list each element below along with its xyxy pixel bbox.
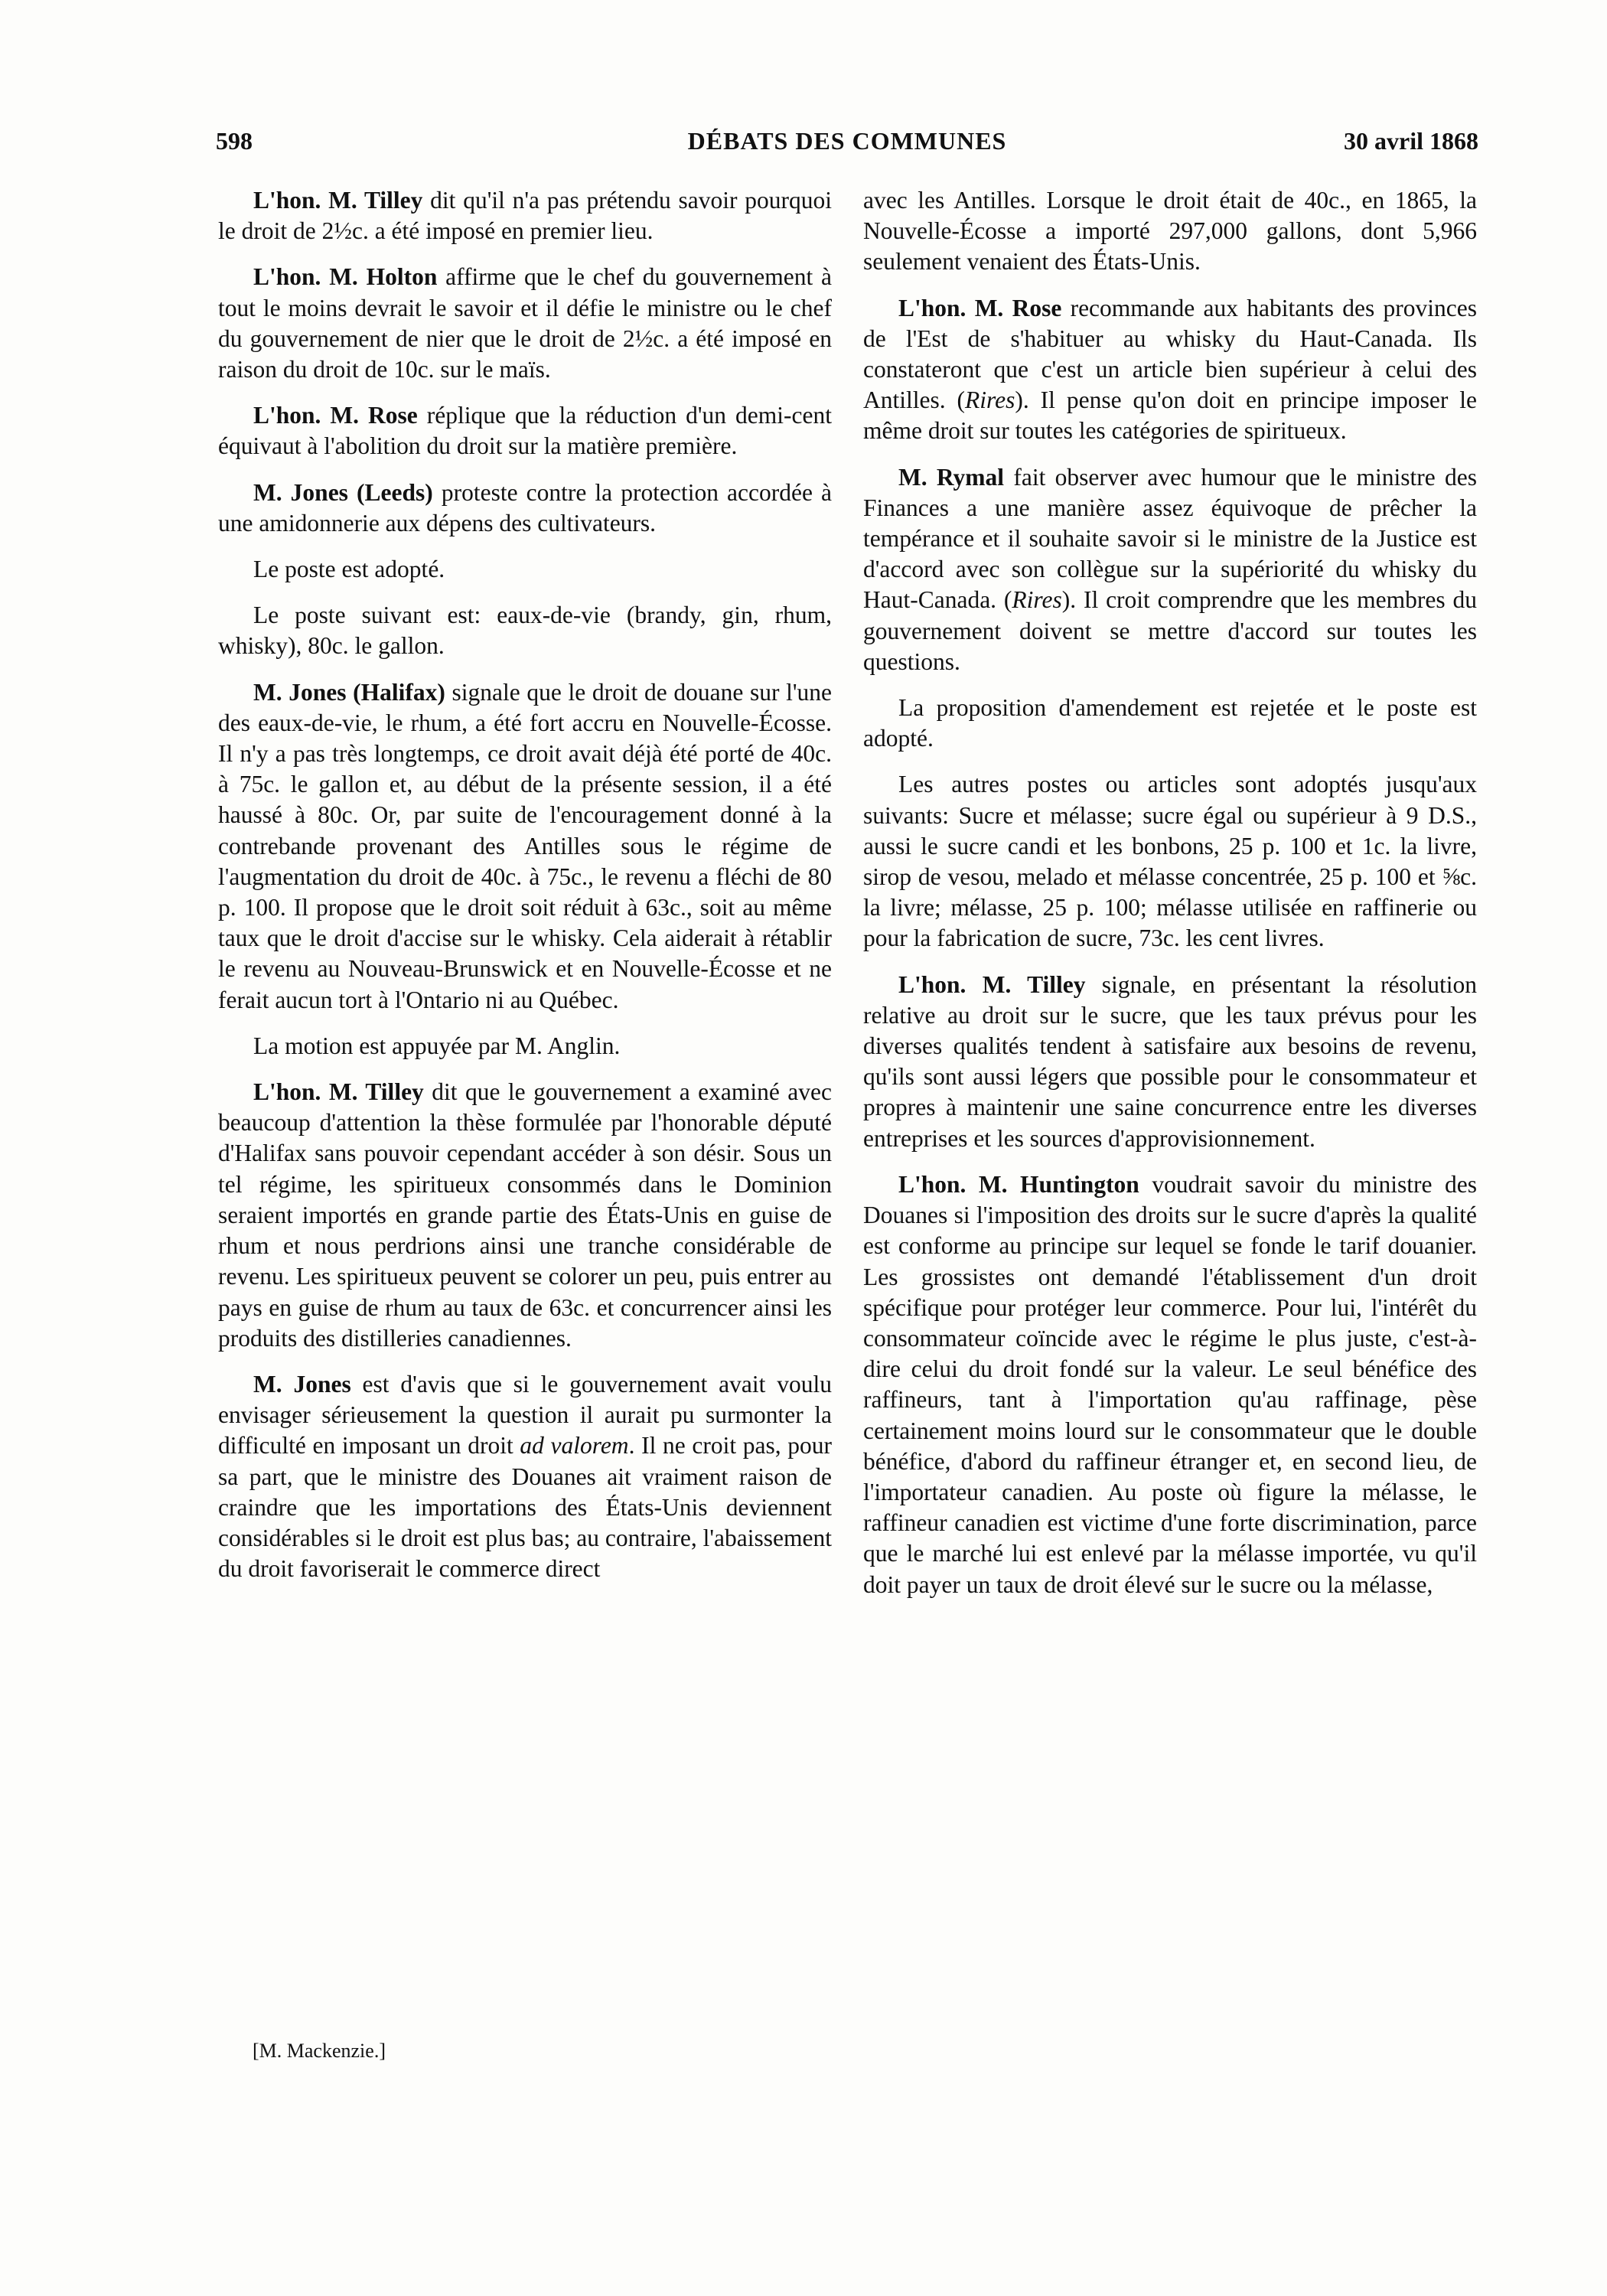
- paragraph: [863, 693, 1477, 754]
- paragraph-text: recommande aux habitants des provinces de l'Est de s'habituer au whisky du Haut-Canada. Ils constateront que c'est un article bien supérieur à celui des Antilles. (: [863, 294, 1477, 414]
- right-column: [863, 185, 1477, 1616]
- paragraph-text: dit qu'il n'a pas prétendu savoir pourquoi le droit de 2½c. a été imposé en premier lieu.: [218, 187, 833, 245]
- left-column: [218, 185, 832, 1600]
- italic-term: Rires: [1012, 586, 1062, 614]
- header-title: DÉBATS DES COMMUNES: [687, 127, 1007, 155]
- italic-term: ad valorem: [520, 1432, 629, 1459]
- paragraph-text: La proposition d'amendement est rejetée et le poste est adopté.: [863, 694, 1477, 752]
- paragraph-text: . Il ne croit pas, pour sa part, que le ministre des Douanes ait vraiment raison de craindre que les importations des États-Unis deviennent considérables si le droit est plus bas; au contraire, l'abaissement du droit favoriserait le commerce direct: [218, 1432, 832, 1583]
- speaker-name: L'hon. M. Huntington: [898, 1170, 1139, 1198]
- header-date: 30 avril 1868: [1344, 127, 1478, 155]
- paragraph: [218, 185, 832, 246]
- paragraph-text: dit que le gouvernement a examiné avec beaucoup d'attention la thèse formulée par l'honorable député d'Halifax sans pouvoir cependant accéder à son désir. Sous un tel régime, les spiritueux consommés dans le Dominion seraient importés en grande partie des États-Unis en guise de rhum et nous perdrions ainsi une tranche considérable de revenu. Les spiritueux peuvent se colorer un peu, puis entrer au pays en guise de rhum au taux de 63c. et concurrencer ainsi les produits des distilleries canadiennes.: [218, 1078, 832, 1352]
- paragraph: [218, 677, 832, 1016]
- speaker-name: L'hon. M. Holton: [253, 263, 438, 291]
- paragraph-text: Le poste est adopté.: [253, 556, 445, 583]
- paragraph-text: ). Il pense qu'on doit en principe imposer le même droit sur toutes les catégories de spiritueux.: [863, 386, 1477, 445]
- paragraph-text: La motion est appuyée par M. Anglin.: [253, 1032, 621, 1059]
- speaker-name: M. Jones (Leeds): [253, 478, 433, 506]
- speaker-name: M. Rymal: [898, 463, 1005, 491]
- paragraph: [218, 1369, 832, 1584]
- paragraph: [863, 293, 1477, 447]
- paragraph-text: avec les Antilles. Lorsque le droit était de 40c., en 1865, la Nouvelle-Écosse a importé 297,000 gallons, dont 5,966 seulement venaient des États-Unis.: [863, 187, 1477, 276]
- speaker-name: L'hon. M. Tilley: [253, 1078, 424, 1106]
- paragraph: [218, 1077, 832, 1354]
- speaker-name: L'hon. M. Tilley: [253, 187, 423, 214]
- paragraph-text: signale que le droit de douane sur l'une des eaux-de-vie, le rhum, a été fort accru en Nouvelle-Écosse. Il n'y a pas très longtemps, ce droit avait déjà été porté de 40c. à 75c. le gallon et, au début de la présente session, il a été haussé à 80c. Or, par suite de l'encouragement donné à la contrebande provenant des Antilles sous le régime de l'augmentation du droit de 40c. à 75c., le revenu a fléchi de 80 p. 100. Il propose que le droit soit réduit à 63c., soit au même taux que le droit d'accise sur le whisky. Cela aiderait à rétablir le revenu au Nouveau-Brunswick et en Nouvelle-Écosse et ne ferait aucun tort à l'Ontario ni au Québec.: [218, 678, 832, 1013]
- speaker-name: M. Jones (Halifax): [253, 678, 445, 706]
- paragraph: [218, 554, 832, 585]
- paragraph: [218, 478, 832, 539]
- speaker-name: L'hon. M. Tilley: [898, 970, 1086, 998]
- paragraph: [218, 262, 832, 385]
- paragraph-text: fait observer avec humour que le ministre des Finances a une manière assez équivoque de prêcher la tempérance et il souhaite savoir si le ministre de la Justice est d'accord avec son collègue sur la supériorité du whisky du Haut-Canada. (: [863, 463, 1477, 614]
- paragraph: [863, 970, 1477, 1154]
- paragraph-text: affirme que le chef du gouvernement à tout le moins devrait le savoir et il défie le ministre ou le chef du gouvernement de nier que le droit de 2½c. a été imposé en raison du droit de 10c. sur le maïs.: [218, 263, 833, 383]
- paragraph: [863, 1169, 1477, 1600]
- paragraph-text: proteste contre la protection accordée à une amidonnerie aux dépens des cultivateurs.: [218, 478, 832, 536]
- footnote: [M. Mackenzie.]: [253, 2040, 386, 2062]
- paragraph-text: signale, en présentant la résolution relative au droit sur le sucre, que les taux prévus pour les diverses qualités tendent à satisfaire aux besoins de revenu, qu'ils sont aussi légers que possible pour le consommateur et propres à maintenir une saine concurrence entre les diverses entreprises et les sources d'approvisionnement.: [863, 970, 1478, 1152]
- speaker-name: M. Jones: [253, 1370, 351, 1397]
- paragraph-text: ). Il croit comprendre que les membres du gouvernement doivent se mettre d'accord sur toutes les questions.: [863, 586, 1477, 675]
- paragraph: [863, 769, 1477, 954]
- paragraph: [218, 400, 832, 461]
- speaker-name: L'hon. M. Rose: [898, 294, 1062, 321]
- paragraph-text: réplique que la réduction d'un demi-cent équivaut à l'abolition du droit sur la matière première.: [218, 402, 832, 460]
- paragraph: [863, 185, 1477, 278]
- paragraph: [863, 462, 1477, 677]
- speaker-name: L'hon. M. Rose: [253, 402, 418, 429]
- page-number: 598: [216, 127, 253, 155]
- paragraph: [218, 1031, 832, 1062]
- paragraph-text: Le poste suivant est: eaux-de-vie (brandy, gin, rhum, whisky), 80c. le gallon.: [218, 602, 832, 660]
- paragraph-text: Les autres postes ou articles sont adoptés jusqu'aux suivants: Sucre et mélasse; sucre égal ou supérieur à 9 D.S., aussi le sucre candi et les bonbons, 25 p. 100 et 1c. la livre, sirop de vesou, melado et mélasse concentrée, 25 p. 100 et ⅝c. la livre; mélasse, 25 p. 100; mélasse utilisée en raffinerie ou pour la fabrication de sucre, 73c. les cent livres.: [863, 771, 1477, 952]
- page-header: [216, 127, 1478, 165]
- paragraph: [218, 600, 832, 661]
- paragraph-text: est d'avis que si le gouvernement avait voulu envisager sérieusement la question il aurait pu surmonter la difficulté en imposant un droit: [218, 1370, 832, 1459]
- paragraph-text: voudrait savoir du ministre des Douanes si l'imposition des droits sur le sucre d'après la qualité est conforme au principe sur lequel se fonde le tarif douanier. Les grossistes ont demandé l'établissement d'un droit spécifique pour protéger leur commerce. Pour lui, l'intérêt du consommateur coïncide avec le régime le plus juste, c'est-à-dire celui du droit fondé sur la valeur. Le seul bénéfice des raffineurs, tant à l'importation qu'au raffinage, pèse certainement moins lourd sur le consommateur que le double bénéfice, d'abord du raffineur étranger et, en second lieu, de l'importateur canadien. Au poste où figure la mélasse, le raffineur canadien est victime d'une forte discrimination, parce que le marché lui est enlevé par la mélasse importée, vu qu'il doit payer un taux de droit élevé sur le sucre ou la mélasse,: [863, 1170, 1478, 1598]
- italic-term: Rires: [965, 386, 1015, 414]
